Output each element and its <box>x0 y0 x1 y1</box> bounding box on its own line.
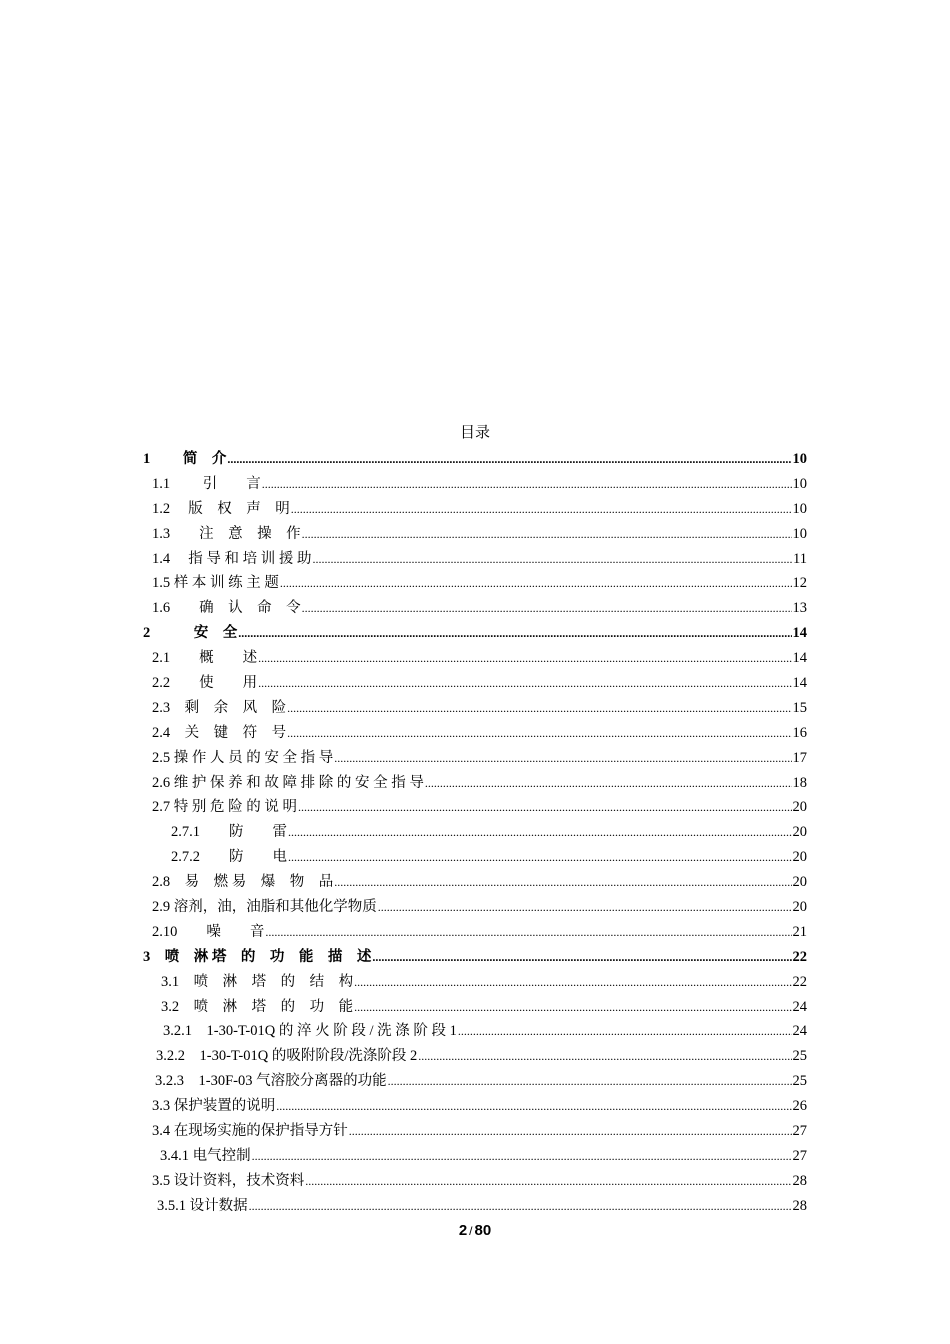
dot-leader <box>305 1173 791 1190</box>
toc-entry-label: 2.8 易 燃 易 爆 物 品 <box>152 874 334 891</box>
toc-entry-page-number: 20 <box>792 824 807 841</box>
toc-entry-page-number: 13 <box>792 600 807 617</box>
toc-entry-page-number: 14 <box>792 625 807 642</box>
toc-entry[interactable] <box>143 1044 807 1069</box>
toc-entry-label: 3 喷 淋 塔 的 功 能 描 述 <box>143 948 372 965</box>
toc-entry-page-number: 18 <box>792 774 807 791</box>
dot-leader <box>258 675 791 692</box>
toc-entry-label: 3.5.1 设计数据 <box>157 1197 248 1214</box>
toc-entry[interactable] <box>143 571 807 596</box>
toc-entry-page-number: 10 <box>792 525 807 542</box>
current-page-number: 2 <box>458 1222 468 1239</box>
toc-entry[interactable] <box>143 845 807 870</box>
toc-entry[interactable] <box>143 820 807 845</box>
dot-leader <box>313 551 793 568</box>
toc-entry-label: 2.7 特 别 危 险 的 说 明 <box>152 799 297 816</box>
table-of-contents <box>143 447 807 1219</box>
page-separator: / <box>469 1224 473 1238</box>
toc-entry[interactable] <box>143 497 807 522</box>
toc-entry[interactable] <box>143 1069 807 1094</box>
toc-entry-label: 3.2 喷 淋 塔 的 功 能 <box>161 998 354 1015</box>
dot-leader <box>258 650 791 667</box>
toc-entry-page-number: 27 <box>792 1123 807 1140</box>
dot-leader <box>388 1073 792 1090</box>
dot-leader <box>458 1023 792 1040</box>
toc-entry-label: 3.5 设计资料，技术资料 <box>152 1172 305 1189</box>
toc-entry-page-number: 26 <box>792 1098 807 1115</box>
toc-entry-label: 2.1 概 述 <box>152 650 258 667</box>
toc-entry-page-number: 22 <box>792 973 807 990</box>
dot-leader <box>227 451 791 468</box>
dot-leader <box>354 974 791 991</box>
dot-leader <box>262 476 792 493</box>
dot-leader <box>425 775 792 792</box>
toc-entry-label: 3.2.1 1-30-T-01Q 的 淬 火 阶 段 / 洗 涤 阶 段 1 <box>163 1023 457 1040</box>
toc-entry[interactable] <box>143 1119 807 1144</box>
toc-entry[interactable] <box>143 920 807 945</box>
toc-entry-label: 2.10 噪 音 <box>152 923 265 940</box>
toc-entry-label: 1.6 确 认 命 令 <box>152 600 301 617</box>
dot-leader <box>252 1148 792 1165</box>
toc-entry[interactable] <box>143 746 807 771</box>
toc-entry-label: 2.7.1 防 雷 <box>171 824 287 841</box>
toc-entry-label: 3.4.1 电气控制 <box>160 1147 251 1164</box>
dot-leader <box>378 899 792 916</box>
dot-leader <box>302 526 792 543</box>
dot-leader <box>418 1048 791 1065</box>
dot-leader <box>287 725 791 742</box>
toc-entry-page-number: 24 <box>792 998 807 1015</box>
dot-leader <box>349 1123 792 1140</box>
toc-entry-page-number: 10 <box>792 475 807 492</box>
toc-entry-label: 3.1 喷 淋 塔 的 结 构 <box>161 973 354 990</box>
toc-entry[interactable] <box>143 1169 807 1194</box>
toc-entry-page-number: 10 <box>792 500 807 517</box>
dot-leader <box>334 874 791 891</box>
dot-leader <box>249 1198 792 1215</box>
toc-entry[interactable] <box>143 1094 807 1119</box>
toc-entry-label: 1.3 注 意 操 作 <box>152 525 301 542</box>
toc-entry-label: 3.2.2 1-30-T-01Q 的吸附阶段/洗涤阶段 2 <box>156 1048 418 1065</box>
dot-leader <box>287 700 791 717</box>
dot-leader <box>334 750 791 767</box>
toc-entry[interactable] <box>143 671 807 696</box>
toc-entry-page-number: 22 <box>792 948 807 965</box>
dot-leader <box>288 824 792 841</box>
dot-leader <box>288 849 792 866</box>
toc-entry-page-number: 20 <box>792 799 807 816</box>
toc-entry-page-number: 16 <box>792 724 807 741</box>
toc-entry-page-number: 20 <box>792 899 807 916</box>
toc-entry[interactable] <box>143 870 807 895</box>
page-footer <box>0 1222 950 1239</box>
toc-entry-page-number: 11 <box>793 550 807 567</box>
toc-entry[interactable] <box>143 771 807 796</box>
toc-entry-label: 1.5 样 本 训 练 主 题 <box>152 575 279 592</box>
toc-entry-page-number: 21 <box>792 923 807 940</box>
toc-entry[interactable] <box>143 1144 807 1169</box>
dot-leader <box>276 1098 791 1115</box>
dot-leader <box>372 949 791 966</box>
total-page-count: 80 <box>474 1222 492 1239</box>
toc-entry[interactable] <box>143 547 807 572</box>
toc-entry[interactable] <box>143 447 807 472</box>
toc-title: 目录 <box>459 425 490 441</box>
toc-entry-page-number: 12 <box>792 575 807 592</box>
toc-entry[interactable] <box>143 1019 807 1044</box>
toc-entry-page-number: 20 <box>792 874 807 891</box>
dot-leader <box>302 600 792 617</box>
toc-entry-page-number: 28 <box>792 1197 807 1214</box>
toc-entry[interactable] <box>143 696 807 721</box>
toc-entry-label: 3.2.3 1-30F-03 气溶胶分离器的功能 <box>155 1073 387 1090</box>
toc-entry-page-number: 28 <box>792 1172 807 1189</box>
toc-entry[interactable] <box>143 795 807 820</box>
toc-entry[interactable] <box>143 945 807 970</box>
toc-entry-label: 3.3 保护装置的说明 <box>152 1098 276 1115</box>
toc-entry[interactable] <box>143 472 807 497</box>
toc-entry-page-number: 15 <box>792 699 807 716</box>
toc-entry-page-number: 14 <box>792 675 807 692</box>
toc-entry-label: 1.1 引 言 <box>152 475 261 492</box>
dot-leader <box>280 575 792 592</box>
toc-entry-page-number: 24 <box>792 1023 807 1040</box>
toc-entry-page-number: 27 <box>792 1147 807 1164</box>
toc-entry[interactable] <box>143 621 807 646</box>
toc-entry-page-number: 20 <box>792 849 807 866</box>
toc-entry-label: 2.7.2 防 电 <box>171 849 287 866</box>
toc-entry[interactable] <box>143 522 807 547</box>
toc-entry-label: 3.4 在现场实施的保护指导方针 <box>152 1123 348 1140</box>
toc-entry[interactable] <box>143 970 807 995</box>
toc-entry-label: 2.4 关 键 符 号 <box>152 724 287 741</box>
toc-entry-label: 1.4 指 导 和 培 训 援 助 <box>152 550 312 567</box>
toc-entry[interactable] <box>143 995 807 1020</box>
dot-leader <box>291 501 792 518</box>
toc-entry[interactable] <box>143 596 807 621</box>
toc-entry-page-number: 25 <box>792 1073 807 1090</box>
toc-entry-label: 2 安 全 <box>143 625 238 642</box>
dot-leader <box>265 924 791 941</box>
dot-leader <box>238 625 791 642</box>
dot-leader <box>298 799 792 816</box>
toc-entry-page-number: 25 <box>792 1048 807 1065</box>
toc-entry[interactable] <box>143 721 807 746</box>
dot-leader <box>354 999 791 1016</box>
toc-entry-page-number: 10 <box>792 451 807 467</box>
toc-entry-label: 2.6 维 护 保 养 和 故 障 排 除 的 安 全 指 导 <box>152 774 424 791</box>
toc-entry[interactable] <box>143 1194 807 1219</box>
toc-entry-label: 1 简 介 <box>143 451 227 467</box>
toc-entry-label: 2.9 溶剂，油，油脂和其他化学物质 <box>152 899 377 916</box>
toc-entry-page-number: 14 <box>792 650 807 667</box>
toc-entry-label: 2.2 使 用 <box>152 675 258 692</box>
toc-entry-page-number: 17 <box>792 749 807 766</box>
toc-entry-label: 2.3 剩 余 风 险 <box>152 699 287 716</box>
toc-entry-label: 1.2 版 权 声 明 <box>152 500 290 517</box>
toc-entry[interactable] <box>143 895 807 920</box>
toc-entry[interactable] <box>143 646 807 671</box>
toc-entry-label: 2.5 操 作 人 员 的 安 全 指 导 <box>152 749 334 766</box>
